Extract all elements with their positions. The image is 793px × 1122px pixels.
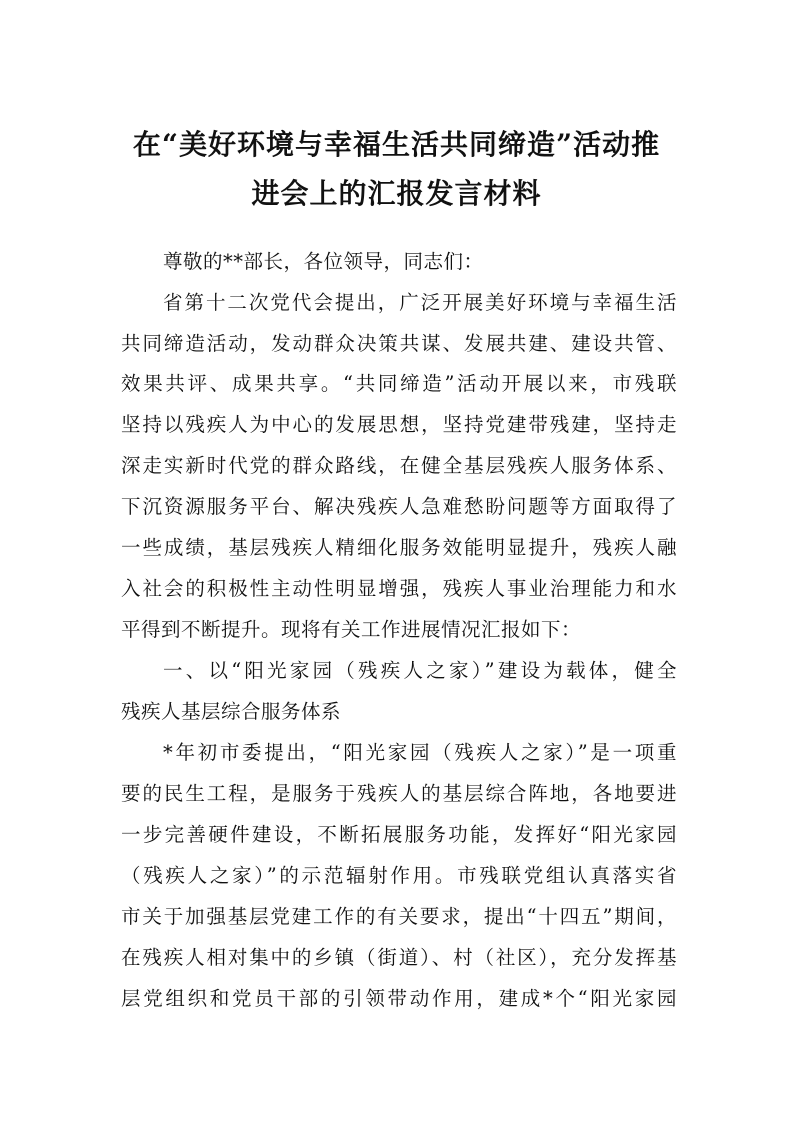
document-title-line-2: 进会上的汇报发言材料	[251, 177, 542, 210]
paragraph-line: 坚持以残疾人为中心的发展思想，坚持党建带残建，坚持走	[121, 413, 677, 436]
document-title-line-1: 在“美好环境与幸福生活共同缔造”活动推	[132, 128, 661, 161]
section-heading-line: 残疾人基层综合服务体系	[121, 700, 342, 723]
paragraph-line: 市关于加强基层党建工作的有关要求，提出“十四五”期间，	[121, 905, 677, 928]
paragraph-line: 在残疾人相对集中的乡镇（街道）、村（社区），充分发挥基	[121, 946, 677, 969]
section-heading-line: 一、以“阳光家园（残疾人之家）”建设为载体，健全	[163, 659, 677, 682]
paragraph-line: 要的民生工程，是服务于残疾人的基层综合阵地，各地要进	[121, 782, 677, 805]
paragraph-line: 一些成绩，基层残疾人精细化服务效能明显提升，残疾人融	[121, 536, 677, 559]
paragraph-line: 效果共评、成果共享。“共同缔造”活动开展以来，市残联	[121, 372, 677, 395]
paragraph-line: 下沉资源服务平台、解决残疾人急难愁盼问题等方面取得了	[121, 495, 677, 518]
paragraph-line: 共同缔造活动，发动群众决策共谋、发展共建、建设共管、	[121, 332, 677, 355]
paragraph-line: （残疾人之家）”的示范辐射作用。市残联党组认真落实省	[121, 864, 677, 887]
paragraph-line: 深走实新时代党的群众路线，在健全基层残疾人服务体系、	[121, 454, 677, 477]
paragraph-line: 层党组织和党员干部的引领带动作用，建成*个“阳光家园	[121, 987, 677, 1010]
paragraph-line: 入社会的积极性主动性明显增强，残疾人事业治理能力和水	[121, 577, 677, 600]
paragraph-line: *年初市委提出，“阳光家园（残疾人之家）”是一项重	[163, 741, 677, 764]
paragraph-line: 一步完善硬件建设，不断拓展服务功能，发挥好“阳光家园	[121, 823, 677, 846]
paragraph-line: 平得到不断提升。现将有关工作进展情况汇报如下：	[121, 618, 582, 641]
salutation: 尊敬的**部长，各位领导，同志们：	[163, 250, 484, 273]
paragraph-line: 省第十二次党代会提出，广泛开展美好环境与幸福生活	[163, 291, 677, 314]
